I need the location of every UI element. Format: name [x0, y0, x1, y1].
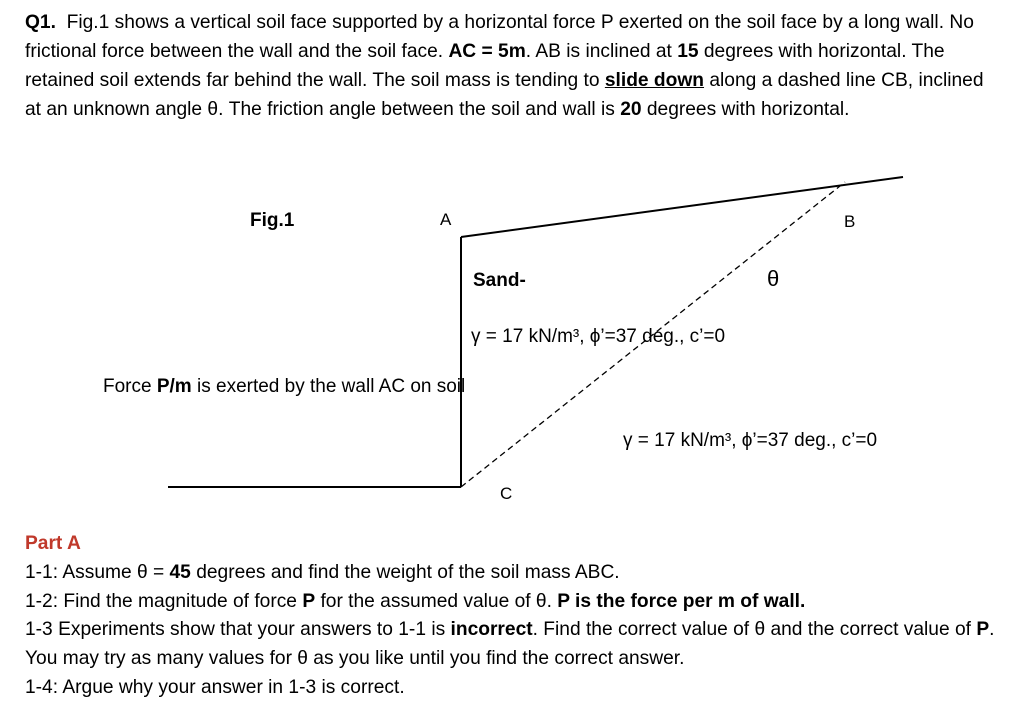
part-a [25, 530, 1000, 703]
question-part-5: degrees with horizontal. [641, 99, 850, 120]
point-a-label: A [440, 210, 452, 229]
slope-line-ab [461, 177, 903, 237]
theta-label: θ [767, 266, 780, 291]
part-a-heading: Part A [25, 533, 81, 554]
friction-angle: 20 [620, 99, 642, 120]
slide-down-text: slide down [604, 70, 705, 91]
sand-label: Sand- [473, 270, 526, 291]
point-c-label: C [500, 484, 513, 503]
question-1-3: 1-3 Experiments show that your answers to 1-1 is incorrect. Find the correct value of θ and the correct value of P. You may try as many values for θ as you like until you find the correct answer. [25, 619, 995, 670]
ab-angle: 15 [677, 41, 699, 62]
point-b-label: B [844, 212, 856, 231]
question-1-1: 1-1: Assume θ = 45 degrees and find the weight of the soil mass ABC. [25, 561, 620, 583]
question-part-1: Fig.1 shows a vertical soil face supported by a horizontal force P exerted on the soil face by a long wall. No frictional force between the wall and the soil face. [25, 12, 974, 62]
ac-length: AC = 5m [448, 41, 526, 62]
figure-title: Fig.1 [250, 210, 295, 231]
question-number: Q1. [25, 12, 56, 33]
question-1-4: 1-4: Argue why your answer in 1-3 is correct. [25, 676, 405, 698]
soil-properties-lower: γ = 17 kN/m³, ϕ’=37 deg., c’=0 [623, 430, 878, 451]
force-label: Force P/m is exerted by the wall AC on soil [103, 376, 466, 397]
question-1-2: 1-2: Find the magnitude of force P for the assumed value of θ. P is the force per m of wall. [25, 590, 806, 612]
soil-properties-upper: γ = 17 kN/m³, ϕ’=37 deg., c’=0 [471, 326, 726, 347]
question-part-2: . AB is inclined at [525, 41, 678, 62]
question-part-3: degrees with horizontal. The retained soil extends far behind the wall. The soil mass is tending to [25, 41, 945, 91]
question-part-4: along a dashed line CB, inclined at an unknown angle θ. The friction angle between the soil and wall is [25, 70, 984, 120]
